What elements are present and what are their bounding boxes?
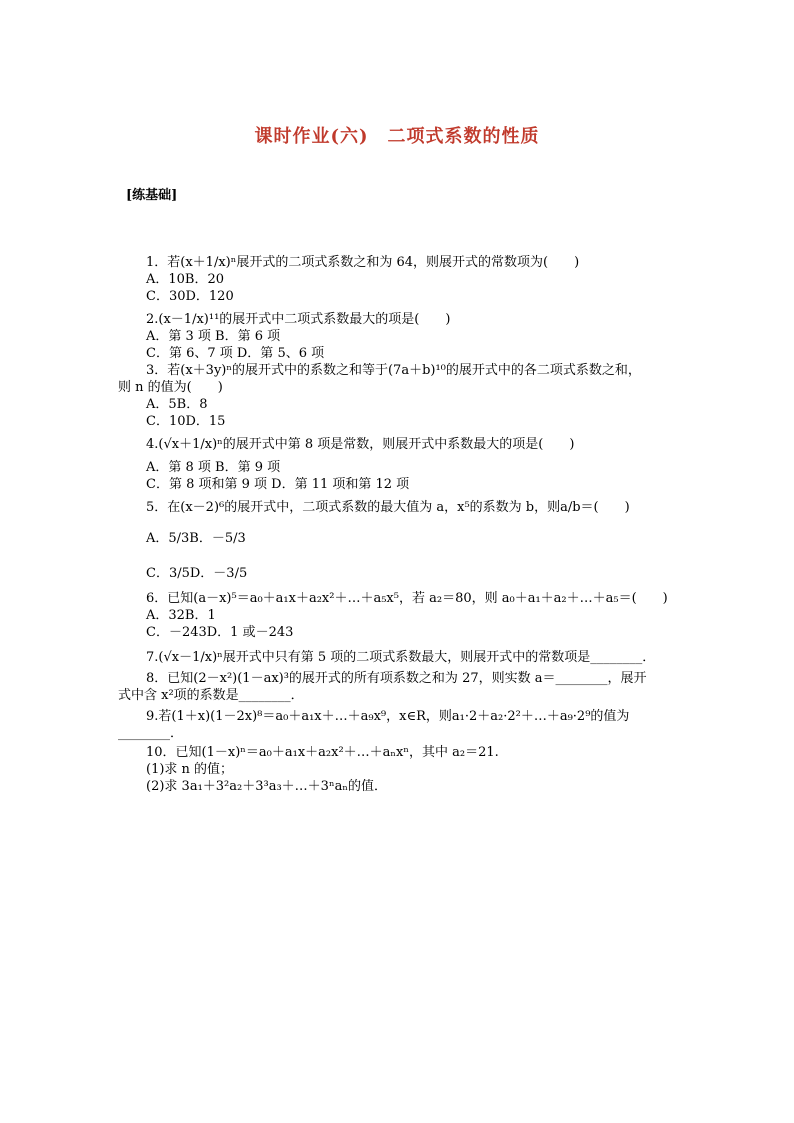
question-2 xyxy=(118,311,688,362)
question-stem: 3．若(x＋3y)ⁿ的展开式中的系数之和等于(7a＋b)¹⁰的展开式中的各二项式系数之和， xyxy=(146,363,641,378)
question-9 xyxy=(118,708,688,742)
question-5 xyxy=(118,499,688,582)
option-line: C．－243D．1 或－243 xyxy=(146,625,294,640)
question-stem: 9.若(1＋x)(1－2x)⁸＝a₀＋a₁x＋…＋a₉x⁹，x∈R，则a₁·2＋a₂·2²＋…＋a₉·2⁹的值为________． xyxy=(118,709,630,741)
question-stem-continued: 则 n 的值为( ) xyxy=(118,380,223,395)
option-line: A．5/3B．－5/3 xyxy=(146,531,246,546)
question-list xyxy=(118,254,688,795)
question-stem: 1．若(x＋1/x)ⁿ展开式的二项式系数之和为 64，则展开式的常数项为( ) xyxy=(146,255,580,270)
option-line: A．10B．20 xyxy=(146,272,225,287)
question-stem: 5．在(x－2)⁶的展开式中，二项式系数的最大值为 a，x⁵的系数为 b，则a/b＝( ) xyxy=(146,500,630,515)
option-line: C．3/5D．－3/5 xyxy=(146,566,248,581)
option-line: C．30D．120 xyxy=(146,289,234,304)
question-stem: 4.(√x＋1/x)ⁿ的展开式中第 8 项是常数，则展开式中系数最大的项是( ) xyxy=(146,437,575,452)
option-line: A．5B．8 xyxy=(146,397,208,412)
option-line: A．第 8 项 B．第 9 项 xyxy=(146,460,281,475)
question-4 xyxy=(118,436,688,493)
sub-question: (1)求 n 的值； xyxy=(146,762,234,777)
option-line: A．第 3 项 B．第 6 项 xyxy=(146,329,281,344)
question-stem: 10．已知(1－x)ⁿ＝a₀＋a₁x＋a₂x²＋…＋aₙxⁿ，其中 a₂＝21. xyxy=(146,745,499,760)
page-title: 课时作业(六) 二项式系数的性质 xyxy=(254,126,540,147)
question-6 xyxy=(118,590,688,641)
question-1 xyxy=(118,254,688,305)
question-10 xyxy=(118,744,688,795)
sub-question: (2)求 3a₁＋3²a₂＋3³a₃＋…＋3ⁿaₙ的值． xyxy=(146,779,387,794)
option-line: A．32B．1 xyxy=(146,608,216,623)
question-8 xyxy=(118,670,688,704)
question-3 xyxy=(118,362,688,430)
question-stem: 6．已知(a－x)⁵＝a₀＋a₁x＋a₂x²＋…＋a₅x⁵，若 a₂＝80，则 a₀＋a₁＋a₂＋…＋a₅＝( ) xyxy=(146,591,668,606)
option-line: C．第 6、7 项 D．第 5、6 项 xyxy=(146,346,325,361)
section-heading: [练基础] xyxy=(126,188,178,203)
question-stem: 2.(x－1/x)¹¹的展开式中二项式系数最大的项是( ) xyxy=(146,312,451,327)
question-stem: 8．已知(2－x²)(1－ax)³的展开式的所有项系数之和为 27，则实数 a＝________，展开 xyxy=(146,671,647,686)
option-line: C．第 8 项和第 9 项 D．第 11 项和第 12 项 xyxy=(146,477,410,492)
question-7 xyxy=(118,649,688,666)
question-stem-continued: 式中含 x²项的系数是________． xyxy=(118,688,304,703)
option-line: C．10D．15 xyxy=(146,414,226,429)
question-stem: 7.(√x－1/x)ⁿ展开式中只有第 5 项的二项式系数最大，则展开式中的常数项是________． xyxy=(146,650,656,665)
